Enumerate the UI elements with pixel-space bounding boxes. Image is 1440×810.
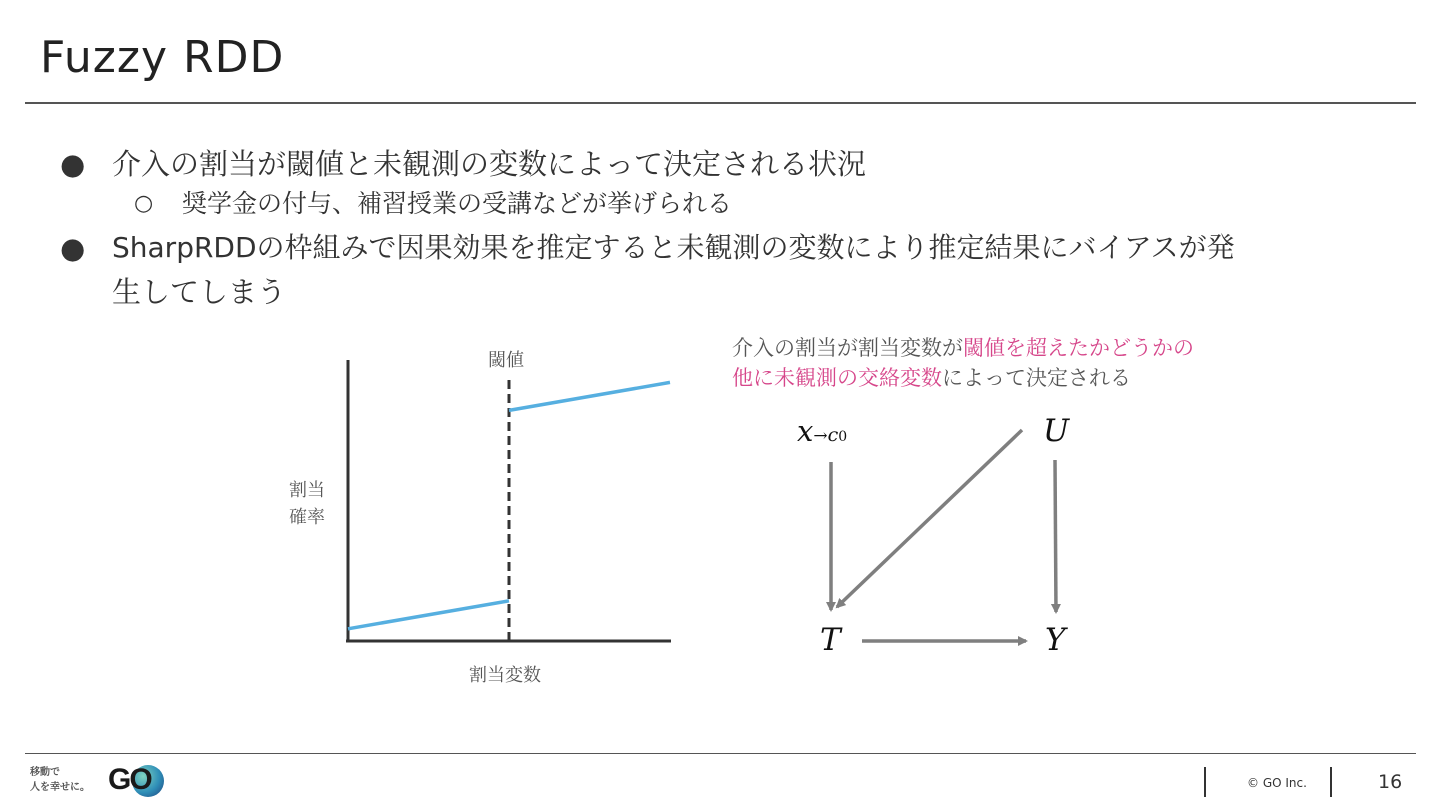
sub-bullet-1 [134, 187, 1134, 221]
series-below-threshold [348, 601, 509, 629]
logo-tagline: 移動で 人を幸せに。 [30, 767, 90, 793]
bullet-1-marker: ● [60, 147, 86, 181]
series-above-threshold [509, 382, 670, 410]
sub-bullet-1-text: 奨学金の付与、補習授業の受講などが挙げられる [182, 189, 733, 218]
footer-separator-2 [1330, 767, 1332, 797]
node-x-to-c0: x→c0 [797, 414, 848, 448]
node-y: Y [1045, 622, 1066, 658]
y-axis-label-line1: 割当 [289, 480, 325, 501]
bullet-2-marker: ● [60, 231, 86, 265]
confounder-note [732, 333, 1194, 393]
footer-separator-1 [1204, 767, 1206, 797]
note-line-1 [732, 333, 1194, 363]
y-axis-label-line2: 確率 [289, 507, 325, 528]
edge-u-to-y [1055, 460, 1056, 612]
bullet-2 [60, 226, 1400, 314]
threshold-label: 閾値 [488, 350, 524, 371]
note-line-2-plain: によって決定される [942, 366, 1131, 390]
bullet-2-text-continued: 生してしまう [112, 275, 287, 309]
note-line-2 [732, 363, 1194, 393]
sub-bullet-1-marker: ○ [134, 191, 154, 216]
copyright: © GO Inc. [1247, 776, 1307, 790]
x-axis-label: 割当変数 [469, 665, 541, 686]
node-t: T [820, 622, 841, 658]
note-line-2-highlight: 他に未観測の交絡変数 [732, 366, 942, 390]
rdd-chart [330, 355, 680, 655]
note-line-1-plain: 介入の割当が割当変数が [732, 336, 963, 360]
edge-u-to-t [837, 430, 1022, 607]
footer-divider [25, 753, 1416, 754]
node-u: U [1043, 413, 1070, 449]
logo-wordmark: GO [108, 763, 151, 796]
note-line-1-highlight: 閾値を超えたかどうかの [963, 336, 1194, 360]
bullet-1-text: 介入の割当が閾値と未観測の変数によって決定される状況 [112, 147, 867, 181]
page-number: 16 [1378, 771, 1403, 793]
bullet-1 [60, 142, 1400, 186]
bullet-2-text: SharpRDDの枠組みで因果効果を推定すると未観測の変数により推定結果にバイアスが発 [112, 231, 1235, 264]
slide-title: Fuzzy RDD [40, 32, 285, 83]
title-divider [25, 102, 1416, 104]
